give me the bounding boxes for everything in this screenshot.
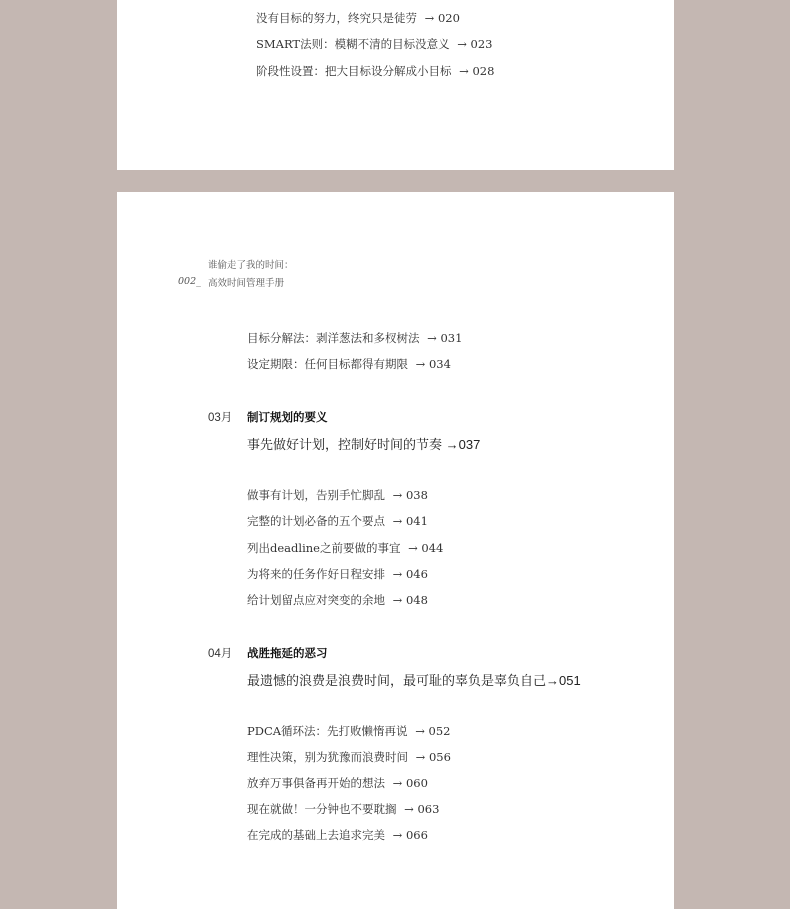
toc-entry-page: 044 [421,541,444,555]
toc-entry-page: 020 [437,11,460,25]
arrow-icon: → [408,541,418,555]
toc-entry-title: 为将来的任务作好日程安排 [247,567,385,581]
toc-entry[interactable] [247,487,428,503]
chapter-subtitle[interactable]: 事先做好计划，控制好时间的节奏 →037 [247,437,481,452]
toc-entry-page: 031 [440,331,463,345]
toc-entry[interactable] [247,749,451,765]
arrow-icon: → [457,37,467,51]
toc-entry-title: 没有目标的努力，终究只是徒劳 [256,11,417,25]
toc-entry-title: 完整的计划必备的五个要点 [247,514,385,528]
running-header-title: 高效时间管理手册 [208,278,285,289]
toc-entry[interactable] [247,775,428,791]
chapter-title[interactable]: 战胜拖延的恶习 [247,648,328,660]
toc-entry-page: 060 [405,776,428,790]
toc-entry-page: 063 [417,802,440,816]
arrow-icon: → [427,331,437,345]
toc-entry-title: PDCA循环法：先打败懒惰再说 [247,724,408,738]
toc-entry-page: 066 [405,828,428,842]
toc-entry-title: 给计划留点应对突变的余地 [247,593,385,607]
toc-entry[interactable] [247,330,462,346]
toc-entry[interactable] [247,566,428,582]
arrow-icon: → [459,64,469,78]
arrow-icon: → [415,750,426,764]
chapter-month: 03月 [208,412,233,424]
toc-entry-title: 列出deadline之前要做的事宜 [247,541,401,555]
toc-entry-page: 046 [405,567,428,581]
arrow-icon: → [424,11,435,25]
toc-entry-page: 056 [428,750,451,764]
toc-entry[interactable] [256,10,460,26]
toc-entry-page: 038 [405,488,428,502]
toc-entry[interactable] [256,36,493,52]
toc-entry-title: 做事有计划，告别手忙脚乱 [247,488,385,502]
arrow-icon: → [392,593,403,607]
arrow-icon: → [392,488,403,502]
chapter-month: 04月 [208,648,233,660]
running-header-subtitle: 谁偷走了我的时间： [208,260,294,271]
toc-entry[interactable] [247,356,451,372]
table-of-contents-page [117,192,674,909]
arrow-icon: → [392,514,403,528]
toc-entry[interactable] [247,801,439,817]
toc-entry[interactable] [247,513,428,529]
toc-entry-page: 023 [470,37,493,51]
page-number: 002_ [178,276,201,287]
toc-entry-title: 现在就做！一分钟也不要耽搁 [247,802,397,816]
toc-entry-page: 034 [428,357,451,371]
toc-entry-title: 阶段性设置：把大目标设分解成小目标 [256,64,452,78]
toc-entry-title: 放弃万事俱备再开始的想法 [247,776,385,790]
toc-entry-title: 目标分解法：剥洋葱法和多杈树法 [247,331,420,345]
toc-entry-title: 设定期限：任何目标都得有期限 [247,357,408,371]
chapter-title[interactable]: 制订规划的要义 [247,412,328,424]
toc-entry[interactable] [247,592,428,608]
toc-entry[interactable] [256,63,494,79]
toc-entry-page: 028 [472,64,495,78]
chapter-subtitle[interactable]: 最遗憾的浪费是浪费时间，最可耻的辜负是辜负自己→051 [247,673,581,688]
arrow-icon: → [392,828,403,842]
previous-page [117,0,674,170]
toc-entry-title: 在完成的基础上去追求完美 [247,828,385,842]
arrow-icon: → [392,776,403,790]
toc-entry[interactable] [247,723,450,739]
arrow-icon: → [404,802,414,816]
toc-entry[interactable] [247,827,428,843]
toc-entry-page: 048 [405,593,428,607]
toc-entry-title: 理性决策，别为犹豫而浪费时间 [247,750,408,764]
toc-entry-title: SMART法则：模糊不清的目标没意义 [256,37,450,51]
arrow-icon: → [415,724,425,738]
arrow-icon: → [392,567,403,581]
toc-entry-page: 041 [405,514,428,528]
toc-entry[interactable] [247,540,443,556]
toc-entry-page: 052 [428,724,451,738]
arrow-icon: → [415,357,426,371]
